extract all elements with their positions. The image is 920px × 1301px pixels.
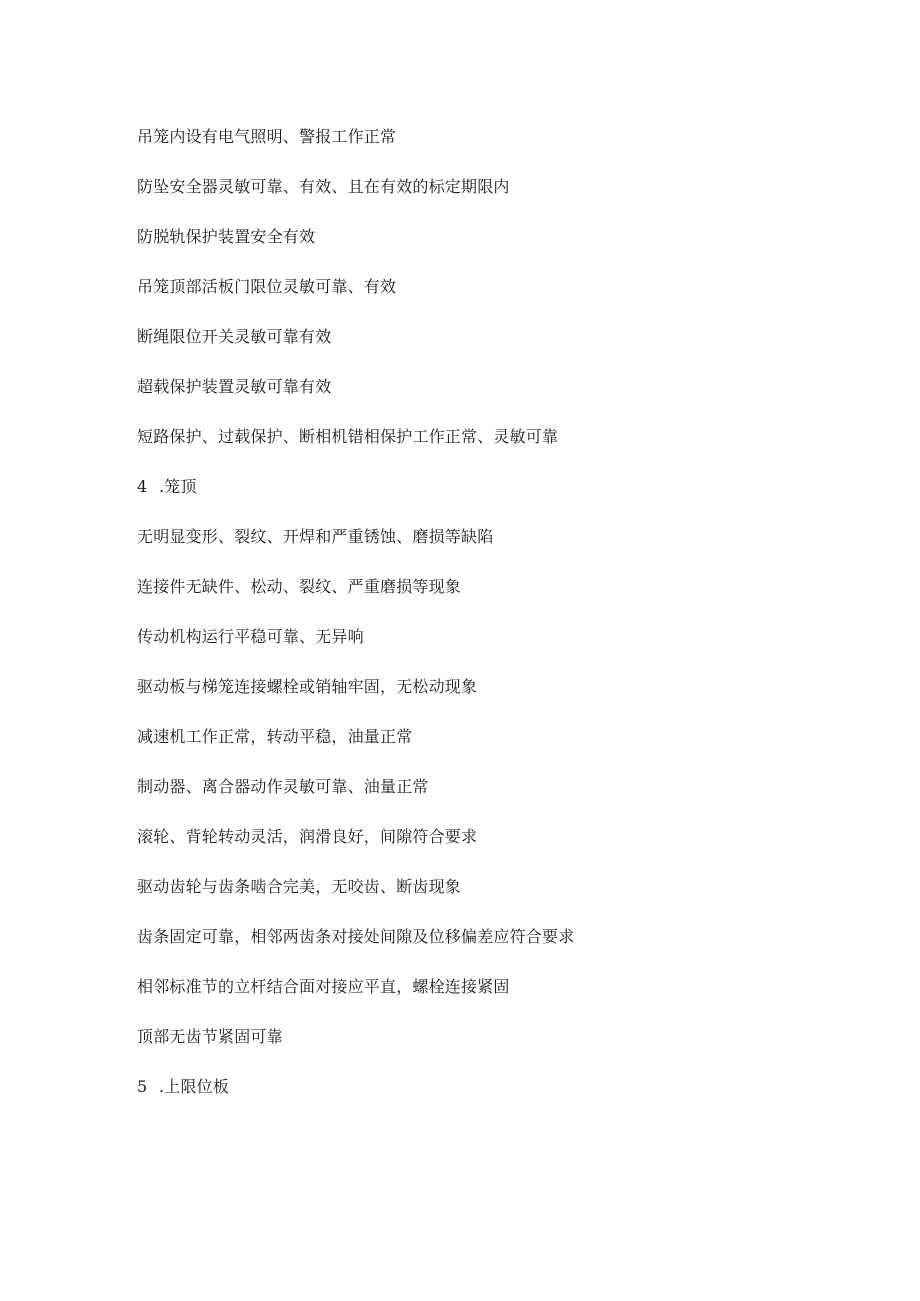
section-heading-5 xyxy=(137,1074,837,1124)
section-title: .上限位板 xyxy=(159,1077,230,1096)
list-item: 无明显变形、裂纹、开焊和严重锈蚀、磨损等缺陷 xyxy=(137,527,494,546)
list-item: 齿条固定可靠，相邻两齿条对接处间隙及位移偏差应符合要求 xyxy=(137,927,575,946)
list-item: 吊笼顶部活板门限位灵敏可靠、有效 xyxy=(137,277,397,296)
list-item: 防脱轨保护装置安全有效 xyxy=(137,227,316,246)
list-item: 断绳限位开关灵敏可靠有效 xyxy=(137,327,332,346)
section-title: .笼顶 xyxy=(159,477,197,496)
list-item: 驱动板与梯笼连接螺栓或销轴牢固，无松动现象 xyxy=(137,677,478,696)
section-number: 5 xyxy=(137,1077,148,1096)
section-number: 4 xyxy=(137,477,148,496)
list-item: 顶部无齿节紧固可靠 xyxy=(137,1027,283,1046)
list-item: 短路保护、过载保护、断相机错相保护工作正常、灵敏可靠 xyxy=(137,427,559,446)
section-heading-4 xyxy=(137,474,837,524)
list-item: 相邻标准节的立杆结合面对接应平直，螺栓连接紧固 xyxy=(137,977,510,996)
list-item: 连接件无缺件、松动、裂纹、严重磨损等现象 xyxy=(137,577,462,596)
list-item: 超载保护装置灵敏可靠有效 xyxy=(137,377,332,396)
list-item: 减速机工作正常，转动平稳，油量正常 xyxy=(137,727,413,746)
list-item: 驱动齿轮与齿条啮合完美，无咬齿、断齿现象 xyxy=(137,877,462,896)
list-item: 制动器、离合器动作灵敏可靠、油量正常 xyxy=(137,777,429,796)
list-item: 传动机构运行平稳可靠、无异响 xyxy=(137,627,364,646)
list-item: 防坠安全器灵敏可靠、有效、且在有效的标定期限内 xyxy=(137,177,510,196)
document-body xyxy=(137,124,837,1124)
list-item: 滚轮、背轮转动灵活，润滑良好，间隙符合要求 xyxy=(137,827,478,846)
list-item: 吊笼内设有电气照明、警报工作正常 xyxy=(137,127,397,146)
